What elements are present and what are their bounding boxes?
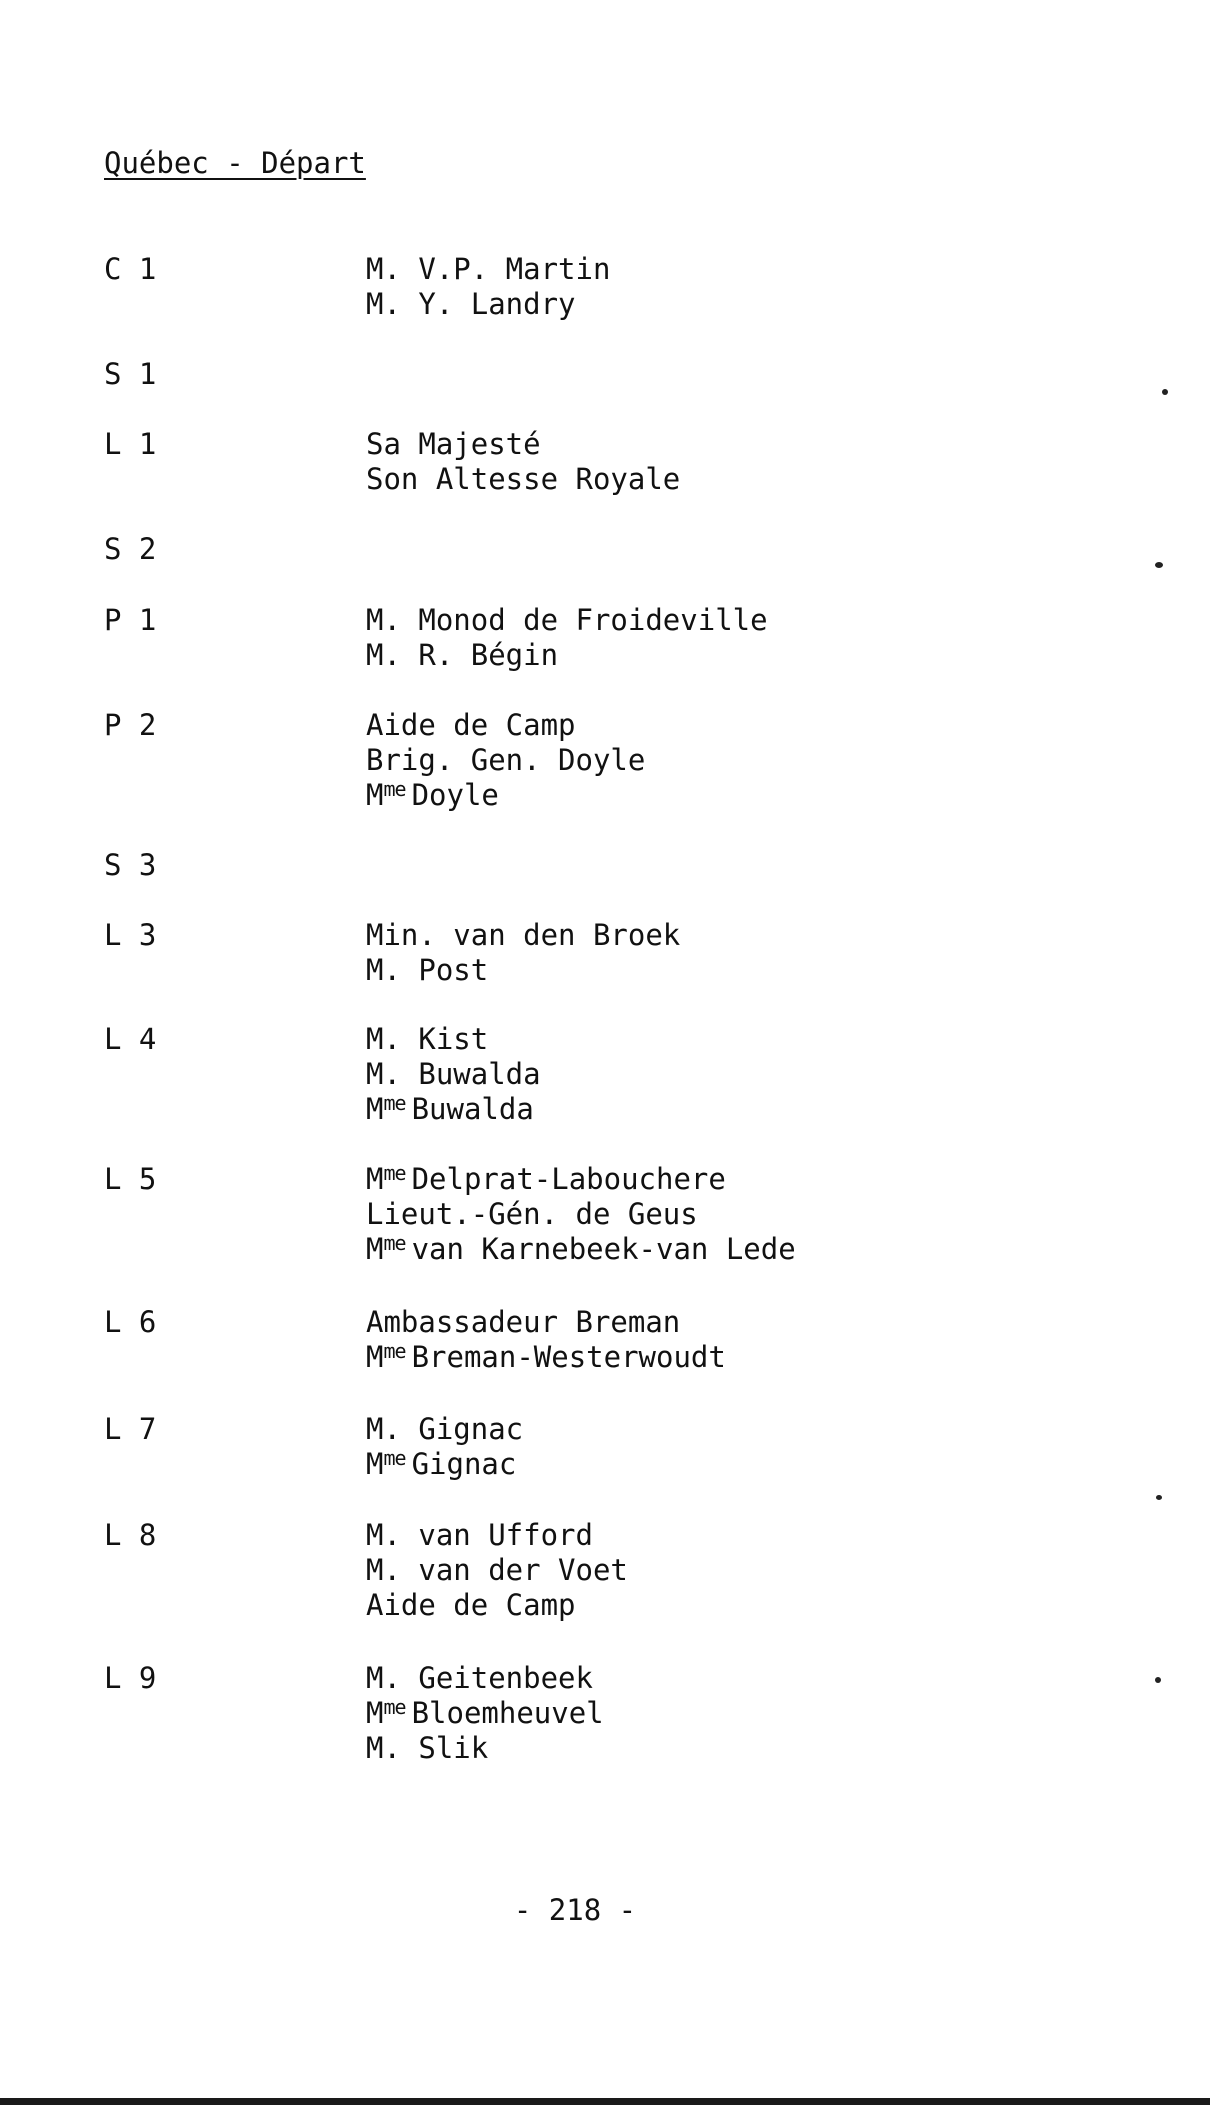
- row-names: [366, 918, 680, 988]
- person-name: M. Slik: [366, 1731, 489, 1765]
- row-code: L 6: [104, 1305, 157, 1339]
- row-code: L 3: [104, 918, 157, 952]
- row-names: [366, 427, 680, 497]
- person-name: Aide de Camp: [366, 1588, 576, 1622]
- row-names: [366, 1412, 523, 1482]
- page-number: - 218 -: [513, 1893, 637, 1927]
- scan-speck: [1155, 562, 1163, 568]
- person-name: M. V.P. Martin: [366, 252, 611, 286]
- person-name: Min. van den Broek: [366, 918, 681, 952]
- row-code: P 2: [104, 708, 157, 742]
- person-name: Aide de Camp: [366, 708, 576, 742]
- row-names: [366, 1518, 628, 1623]
- person-name: M. Y. Landry: [366, 287, 576, 321]
- row-names: [366, 1162, 796, 1267]
- person-name: $M^{me}$ van Karnebeek-van Lede: [366, 1231, 796, 1266]
- scan-speck: [1156, 1495, 1162, 1500]
- person-name: M. van Ufford: [366, 1518, 593, 1552]
- person-name: $M^{me}$ Breman-Westerwoudt: [366, 1339, 726, 1374]
- person-name: M. Buwalda: [366, 1057, 541, 1091]
- row-names: [366, 252, 610, 322]
- row-code: S 3: [104, 848, 157, 882]
- person-name: M. R. Bégin: [366, 638, 559, 672]
- row-names: [366, 708, 645, 813]
- row-code: L 8: [104, 1518, 157, 1552]
- row-code: S 2: [104, 532, 157, 566]
- scan-speck: [1155, 1677, 1161, 1683]
- person-name: M. Kist: [366, 1022, 489, 1056]
- person-name: Brig. Gen. Doyle: [366, 743, 646, 777]
- bottom-rule: [0, 2098, 1210, 2105]
- person-name: M. van der Voet: [366, 1553, 628, 1587]
- person-name: M. Geitenbeek: [366, 1661, 593, 1695]
- person-name: $M^{me}$ Delprat-Labouchere: [366, 1161, 726, 1196]
- person-name: Ambassadeur Breman: [366, 1305, 681, 1339]
- person-name: Son Altesse Royale: [366, 462, 681, 496]
- person-name: M. Post: [366, 953, 489, 987]
- person-name: $M^{me}$ Bloemheuvel: [366, 1695, 604, 1730]
- row-names: [366, 1022, 541, 1127]
- row-code: L 4: [104, 1022, 157, 1056]
- row-names: [366, 1661, 604, 1766]
- person-name: $M^{me}$ Doyle: [366, 777, 499, 812]
- person-name: Lieut.-Gén. de Geus: [366, 1197, 698, 1231]
- row-names: [366, 1305, 726, 1375]
- scan-speck: [1162, 389, 1168, 395]
- person-name: $M^{me}$ Gignac: [366, 1446, 517, 1481]
- row-names: [366, 603, 768, 673]
- person-name: M. Gignac: [366, 1412, 524, 1446]
- row-code: P 1: [104, 603, 157, 637]
- person-name: $M^{me}$ Buwalda: [366, 1091, 534, 1126]
- person-name: Sa Majesté: [366, 427, 541, 461]
- row-code: L 9: [104, 1661, 157, 1695]
- row-code: L 1: [104, 427, 157, 461]
- row-code: S 1: [104, 357, 157, 391]
- row-code: L 5: [104, 1162, 157, 1196]
- row-code: L 7: [104, 1412, 157, 1446]
- person-name: M. Monod de Froideville: [366, 603, 768, 637]
- row-code: C 1: [104, 252, 157, 286]
- page-heading: Québec - Départ: [104, 146, 366, 180]
